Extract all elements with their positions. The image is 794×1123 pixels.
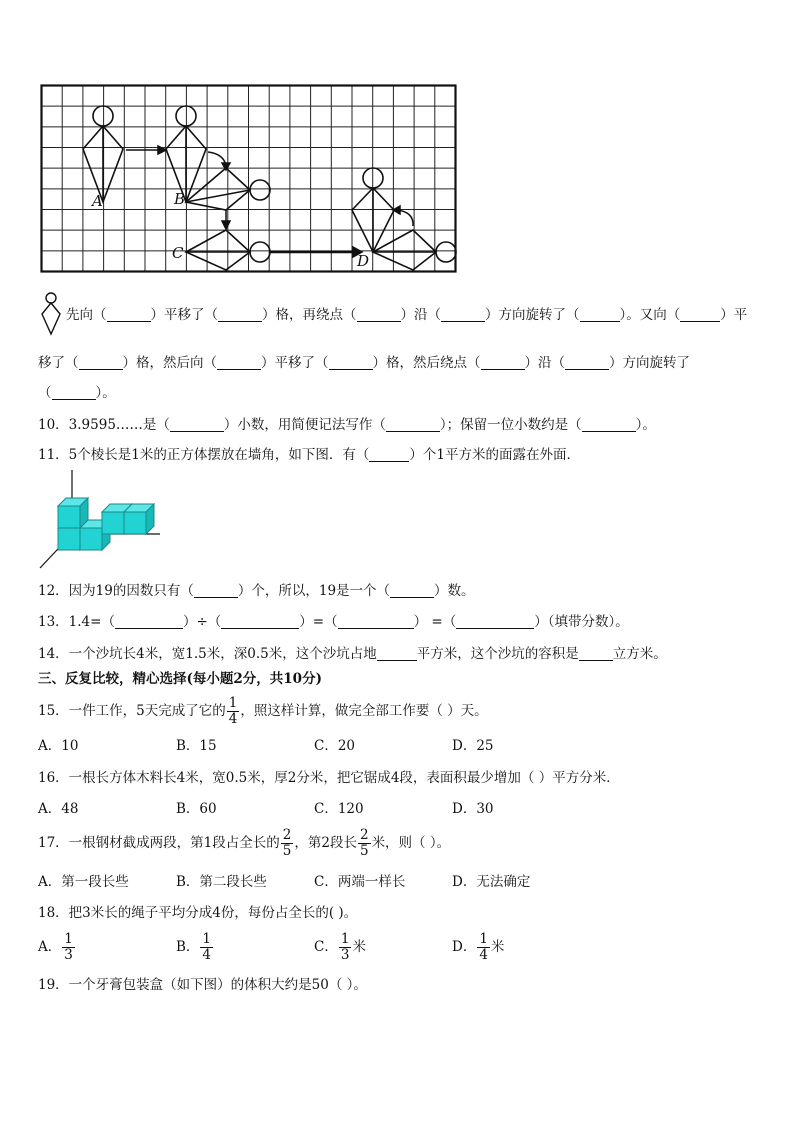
question-12: 12．因为19的因数只有（ ）个，所以，19是一个（ ）数。	[38, 583, 475, 599]
q16-option-d[interactable]: D．30	[452, 801, 494, 817]
q18-option-c[interactable]: C． $\frac{1}{3}$ 米	[314, 931, 366, 963]
q15-option-c[interactable]: C．20	[314, 738, 356, 754]
q15-fraction: $\frac{1}{4}$	[228, 695, 238, 727]
q9-blank-3[interactable]	[357, 307, 401, 322]
question-14: 14．一个沙坑长4米，宽1.5米，深0.5米，这个沙坑占地 平方米，这个沙坑的容积是 立方米。	[38, 646, 667, 662]
shape-a	[83, 106, 123, 202]
label-d: D	[357, 252, 370, 270]
q11-blank-1[interactable]	[369, 447, 409, 462]
question-15: 15．一件工作，5天完成了它的 $\frac{1}{4}$ ，照这样计算，做完全部工作要（ ）天。	[38, 695, 488, 727]
q13-blank-1[interactable]	[115, 614, 183, 629]
q14-blank-2[interactable]	[579, 646, 613, 661]
q15-option-d[interactable]: D．25	[452, 738, 494, 754]
q17-option-a[interactable]: A．第一段长些	[38, 874, 129, 890]
q17-option-b[interactable]: B．第二段长些	[176, 874, 267, 890]
q13-blank-2[interactable]	[221, 614, 299, 629]
question-19: 19．一个牙膏包装盒（如下图）的体积大约是50（ ）。	[38, 977, 367, 993]
small-shape-icon	[38, 292, 64, 338]
q16-option-b[interactable]: B．60	[176, 801, 217, 817]
cube-5	[124, 504, 154, 534]
q10-blank-3[interactable]	[582, 417, 636, 432]
q12-blank-1[interactable]	[194, 583, 238, 598]
q15-option-b[interactable]: B．15	[176, 738, 217, 754]
q9-blank-8[interactable]	[217, 355, 261, 370]
q10-blank-1[interactable]	[170, 417, 224, 432]
label-b: B	[174, 190, 186, 208]
grid-figure	[40, 84, 460, 276]
q9-blank-9[interactable]	[329, 355, 373, 370]
question-13: 13．1.4=（ ）÷（ ）=（ ） =（ ）（填带分数）。	[38, 614, 629, 630]
cube-corner-figure	[38, 470, 168, 570]
cubes	[58, 498, 154, 550]
q17-option-d[interactable]: D．无法确定	[452, 874, 531, 890]
q9-blank-5[interactable]	[580, 307, 620, 322]
q17-fraction-1: $\frac{2}{5}$	[282, 827, 292, 859]
label-a: A	[92, 192, 103, 210]
q18-option-b[interactable]: B． $\frac{1}{4}$	[176, 931, 212, 963]
label-c: C	[172, 244, 184, 262]
q9-blank-6[interactable]	[680, 307, 720, 322]
q9-blank-7[interactable]	[79, 355, 123, 370]
q12-blank-2[interactable]	[390, 583, 434, 598]
q9-blank-10[interactable]	[481, 355, 525, 370]
q9-blank-1[interactable]	[107, 307, 151, 322]
q17-option-c[interactable]: C．两端一样长	[314, 874, 406, 890]
q17-fraction-2: $\frac{2}{5}$	[359, 827, 369, 859]
question-11: 11．5个棱长是1米的正方体摆放在墙角，如下图．有（ ）个1平方米的面露在外面．	[38, 447, 580, 463]
q16-option-c[interactable]: C．120	[314, 801, 364, 817]
q14-blank-1[interactable]	[377, 646, 417, 661]
q9-blank-2[interactable]	[218, 307, 262, 322]
section-3-title: 三、反复比较，精心选择(每小题2分，共10分)	[38, 671, 322, 687]
q10-blank-2[interactable]	[386, 417, 440, 432]
cube-2	[58, 498, 88, 528]
q9-line3: （ ）。	[38, 385, 116, 401]
q13-blank-4[interactable]	[456, 614, 534, 629]
q9-blank-12[interactable]	[52, 385, 96, 400]
q9-line1: 先向（ ）平移了（ ）格，再绕点（ ）沿（ ）方向旋转了（ ）。又向（ ）平	[66, 307, 748, 323]
question-18: 18．把3米长的绳子平均分成4份，每份占全长的( )。	[38, 905, 358, 921]
q18-option-d[interactable]: D． $\frac{1}{4}$ 米	[452, 931, 505, 963]
q9-blank-11[interactable]	[565, 355, 609, 370]
q15-option-a[interactable]: A．10	[38, 738, 79, 754]
q9-blank-4[interactable]	[441, 307, 485, 322]
q9-line2: 移了（ ）格，然后向（ ）平移了（ ）格，然后绕点（ ）沿（ ）方向旋转了	[38, 355, 690, 371]
question-17: 17．一根钢材截成两段，第1段占全长的 $\frac{2}{5}$ ，第2段长 $\frac{2}{5}$ 米，则（ ）。	[38, 827, 451, 859]
q18-option-a[interactable]: A． $\frac{1}{3}$	[38, 931, 73, 963]
q13-blank-3[interactable]	[338, 614, 414, 629]
question-10: 10．3.9595……是（ ）小数，用简便记法写作（ ）；保留一位小数约是（ ）。	[38, 417, 656, 433]
q16-option-a[interactable]: A．48	[38, 801, 79, 817]
question-16: 16．一根长方体木料长4米，宽0.5米，厚2分米，把它锯成4段，表面积最少增加（ ）平方分米．	[38, 770, 620, 786]
